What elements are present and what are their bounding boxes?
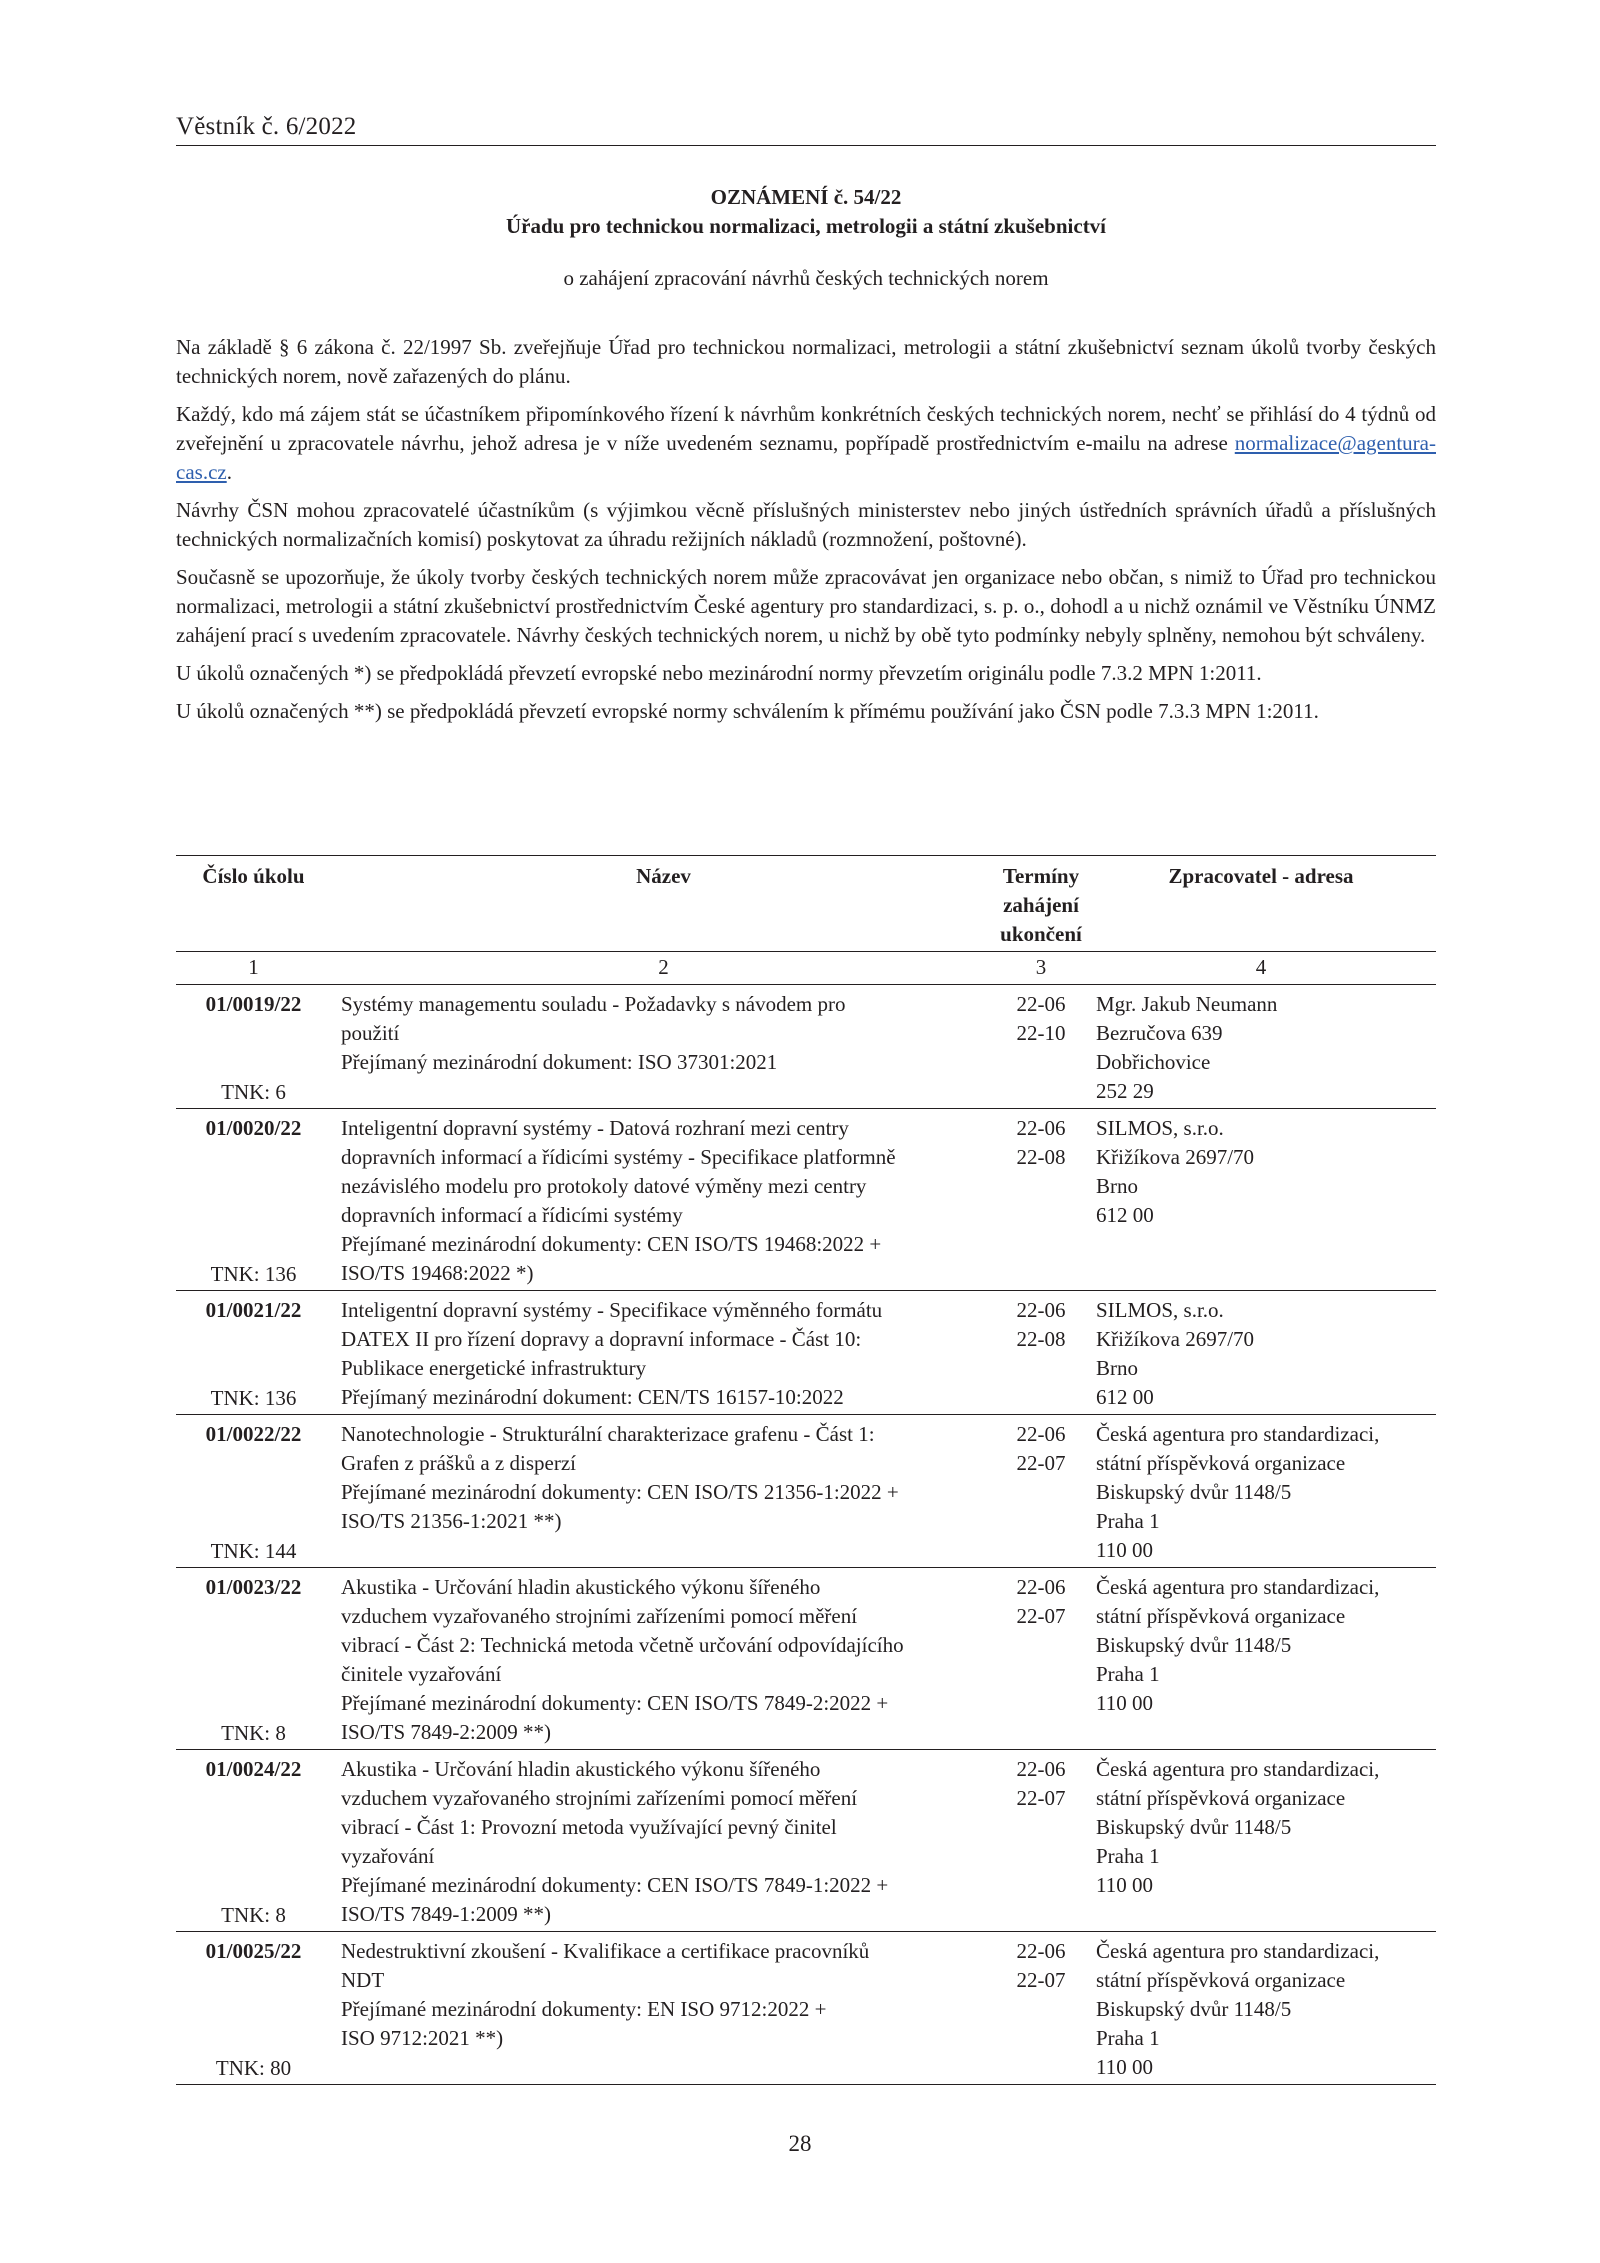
task-name: Inteligentní dopravní systémy - Specifikace výměnného formátu DATEX II pro řízení dopravy a dopravní informace - Část 10: Publikace energetické infrastruktury Přejímaný mezinárodní dokument: CEN/TS 16157-10:2022 — [341, 1298, 883, 1409]
tasks-table — [176, 855, 1436, 2085]
column-number: 1 — [248, 955, 259, 979]
announcement-authority: Úřadu pro technickou normalizaci, metrologii a státní zkušebnictví — [505, 214, 1107, 238]
tnk-committee: TNK: 80 — [215, 2056, 292, 2080]
task-name-cell — [331, 1750, 996, 1932]
announcement-subject: o zahájení zpracování návrhů českých technických norem — [563, 266, 1049, 290]
column-number: 3 — [1035, 955, 1047, 979]
task-processor-address: SILMOS, s.r.o. Křižíkova 2697/70 Brno 612 00 — [1096, 1116, 1255, 1227]
announcement-body — [176, 333, 1436, 735]
task-number: 01/0020/22 — [205, 1116, 302, 1140]
task-processor-address: Česká agentura pro standardizaci, státní příspěvková organizace Biskupský dvůr 1148/5 Praha 1 110 00 — [1096, 1422, 1380, 1562]
task-name-cell — [331, 1291, 996, 1415]
column-header-name: Název — [636, 864, 691, 888]
task-processor-address: Česká agentura pro standardizaci, státní příspěvková organizace Biskupský dvůr 1148/5 Praha 1 110 00 — [1096, 1757, 1380, 1897]
task-processor-cell — [1086, 1109, 1436, 1291]
tnk-committee: TNK: 136 — [210, 1386, 297, 1410]
task-number: 01/0023/22 — [205, 1575, 302, 1599]
announcement-title-block — [176, 183, 1436, 293]
task-processor-address: Mgr. Jakub Neumann Bezručova 639 Dobřichovice 252 29 — [1096, 992, 1278, 1103]
task-name-cell — [331, 985, 996, 1109]
task-processor-cell — [1086, 985, 1436, 1109]
task-number: 01/0024/22 — [205, 1757, 302, 1781]
task-dates-cell — [996, 1415, 1086, 1568]
task-name: Akustika - Určování hladin akustického výkonu šířeného vzduchem vyzařovaného strojními zařízeními pomocí měření vibrací - Část 2: Technická metoda včetně určování odpovídajícího činitele vyzařování Přejímané mezinárodní dokumenty: CEN ISO/TS 7849-2:2022 + ISO/TS 7849-2:2009 **) — [341, 1575, 904, 1744]
email-link[interactable]: normalizace@agentura-cas.cz — [176, 431, 1436, 484]
task-dates-cell — [996, 1750, 1086, 1932]
task-dates-cell — [996, 1932, 1086, 2085]
task-name: Inteligentní dopravní systémy - Datová rozhraní mezi centry dopravních informací a řídicími systémy - Specifikace platformně nezávislého modelu pro protokoly datové výměny mezi centry dopravních informací a řídicími systémy Přejímané mezinárodní dokumenty: CEN ISO/TS 19468:2022 + ISO/TS 19468:2022 *) — [341, 1116, 896, 1285]
journal-header: Věstník č. 6/2022 — [176, 113, 357, 140]
tasks-table-body — [176, 985, 1436, 2085]
table-header-row — [176, 856, 1436, 952]
column-number: 4 — [1255, 955, 1267, 979]
task-dates: 22-06 22-08 — [1016, 1298, 1066, 1351]
task-dates: 22-06 22-07 — [1016, 1939, 1066, 1992]
task-name-cell — [331, 1568, 996, 1750]
table-row — [176, 1568, 1436, 1750]
paragraph-drafts-fees: Návrhy ČSN mohou zpracovatelé účastníkům (s výjimkou věcně příslušných ministerstev nebo jiných ústředních správních úřadů a příslušných technických normalizačních komisí) poskytovat za úhradu režijních nákladů (rozmnožení, poštovné). — [176, 498, 1436, 551]
task-number-cell — [176, 1291, 331, 1415]
table-row — [176, 1750, 1436, 1932]
task-dates: 22-06 22-07 — [1016, 1757, 1066, 1810]
task-number-cell — [176, 1109, 331, 1291]
task-processor-cell — [1086, 1291, 1436, 1415]
announcement-heading: OZNÁMENÍ č. 54/22 — [710, 185, 902, 209]
task-number-cell — [176, 1568, 331, 1750]
column-header-dates — [996, 856, 1086, 952]
task-name-cell — [331, 1109, 996, 1291]
task-processor-cell — [1086, 1568, 1436, 1750]
task-dates: 22-06 22-08 — [1016, 1116, 1066, 1169]
task-dates-cell — [996, 1109, 1086, 1291]
task-processor-cell — [1086, 1750, 1436, 1932]
task-number: 01/0022/22 — [205, 1422, 302, 1446]
tnk-committee: TNK: 6 — [221, 1080, 286, 1104]
column-number: 2 — [658, 955, 669, 979]
column-header-dates-text: Termíny zahájení ukončení — [1000, 864, 1082, 946]
task-dates: 22-06 22-10 — [1016, 992, 1066, 1045]
paragraph-processors-notice: Současně se upozorňuje, že úkoly tvorby českých technických norem může zpracovávat jen organizace nebo občan, s nimiž to Úřad pro technickou normalizaci, metrologii a státní zkušebnictví prostřednictvím České agentury pro standardizaci, s. p. o., dohodl a u nichž oznámil ve Věstníku ÚNMZ zahájení prací s uvedením zpracovatele. Návrhy českých technických norem, u nichž by obě tyto podmínky nebyly splněny, nemohou být schváleny. — [176, 565, 1436, 647]
task-number: 01/0019/22 — [205, 992, 302, 1016]
task-processor-address: Česká agentura pro standardizaci, státní příspěvková organizace Biskupský dvůr 1148/5 Praha 1 110 00 — [1096, 1575, 1380, 1715]
task-name: Akustika - Určování hladin akustického výkonu šířeného vzduchem vyzařovaného strojními zařízeními pomocí měření vibrací - Část 1: Provozní metoda využívající pevný činitel vyzařování Přejímané mezinárodní dokumenty: CEN ISO/TS 7849-1:2022 + ISO/TS 7849-1:2009 **) — [341, 1757, 889, 1926]
task-number-wrapper — [176, 1114, 331, 1289]
tnk-committee: TNK: 8 — [221, 1721, 286, 1745]
column-header-task-number: Číslo úkolu — [202, 864, 305, 888]
table-row — [176, 1415, 1436, 1568]
table-row — [176, 1291, 1436, 1415]
table-column-numbers-row — [176, 952, 1436, 985]
task-name-cell — [331, 1415, 996, 1568]
tnk-committee: TNK: 144 — [210, 1539, 297, 1563]
task-number-wrapper — [176, 1420, 331, 1566]
task-number-cell — [176, 985, 331, 1109]
task-number: 01/0021/22 — [205, 1298, 302, 1322]
task-number-cell — [176, 1932, 331, 2085]
paragraph-participation-end: . — [226, 460, 232, 484]
task-processor-address: Česká agentura pro standardizaci, státní příspěvková organizace Biskupský dvůr 1148/5 Praha 1 110 00 — [1096, 1939, 1380, 2079]
paragraph-legal-basis: Na základě § 6 zákona č. 22/1997 Sb. zveřejňuje Úřad pro technickou normalizaci, metrologii a státní zkušebnictví seznam úkolů tvorby českých technických norem, nově zařazených do plánu. — [176, 335, 1436, 388]
task-number-wrapper — [176, 1937, 331, 2083]
task-number-wrapper — [176, 1573, 331, 1748]
page-number: 28 — [788, 2131, 812, 2156]
task-name: Systémy managementu souladu - Požadavky s návodem pro použití Přejímaný mezinárodní dokument: ISO 37301:2021 — [341, 992, 846, 1074]
task-dates-cell — [996, 1291, 1086, 1415]
header-divider — [176, 145, 1436, 146]
column-header-processor: Zpracovatel - adresa — [1168, 864, 1354, 888]
paragraph-note-double-star: U úkolů označených **) se předpokládá převzetí evropské normy schválením k přímému používání jako ČSN podle 7.3.3 MPN 1:2011. — [176, 699, 1319, 723]
tnk-committee: TNK: 136 — [210, 1262, 297, 1286]
task-processor-address: SILMOS, s.r.o. Křižíkova 2697/70 Brno 612 00 — [1096, 1298, 1255, 1409]
task-dates-cell — [996, 1568, 1086, 1750]
table-row — [176, 1109, 1436, 1291]
paragraph-note-single-star: U úkolů označených *) se předpokládá převzetí evropské nebo mezinárodní normy převzetím originálu podle 7.3.2 MPN 1:2011. — [176, 661, 1262, 685]
task-number-cell — [176, 1415, 331, 1568]
task-processor-cell — [1086, 1415, 1436, 1568]
task-number-cell — [176, 1750, 331, 1932]
task-name: Nanotechnologie - Strukturální charakterizace grafenu - Část 1: Grafen z prášků a z disperzí Přejímané mezinárodní dokumenty: CEN ISO/TS 21356-1:2022 + ISO/TS 21356-1:2021 **) — [341, 1422, 899, 1533]
task-dates-cell — [996, 985, 1086, 1109]
task-name: Nedestruktivní zkoušení - Kvalifikace a certifikace pracovníků NDT Přejímané mezinárodní dokumenty: EN ISO 9712:2022 + ISO 9712:2021 **) — [341, 1939, 870, 2050]
task-number-wrapper — [176, 990, 331, 1107]
table-row — [176, 985, 1436, 1109]
task-dates: 22-06 22-07 — [1016, 1422, 1066, 1475]
table-row — [176, 1932, 1436, 2085]
paragraph-participation-text: Každý, kdo má zájem stát se účastníkem připomínkového řízení k návrhům konkrétních českých technických norem, nechť se přihlásí do 4 týdnů od zveřejnění u zpracovatele návrhu, jehož adresa je v níže uvedeném seznamu, popřípadě prostřednictvím e-mailu na adrese — [176, 402, 1436, 455]
task-dates: 22-06 22-07 — [1016, 1575, 1066, 1628]
task-number-wrapper — [176, 1296, 331, 1413]
task-number: 01/0025/22 — [205, 1939, 302, 1963]
task-processor-cell — [1086, 1932, 1436, 2085]
tnk-committee: TNK: 8 — [221, 1903, 286, 1927]
task-name-cell — [331, 1932, 996, 2085]
task-number-wrapper — [176, 1755, 331, 1930]
paragraph-participation — [176, 400, 1436, 487]
